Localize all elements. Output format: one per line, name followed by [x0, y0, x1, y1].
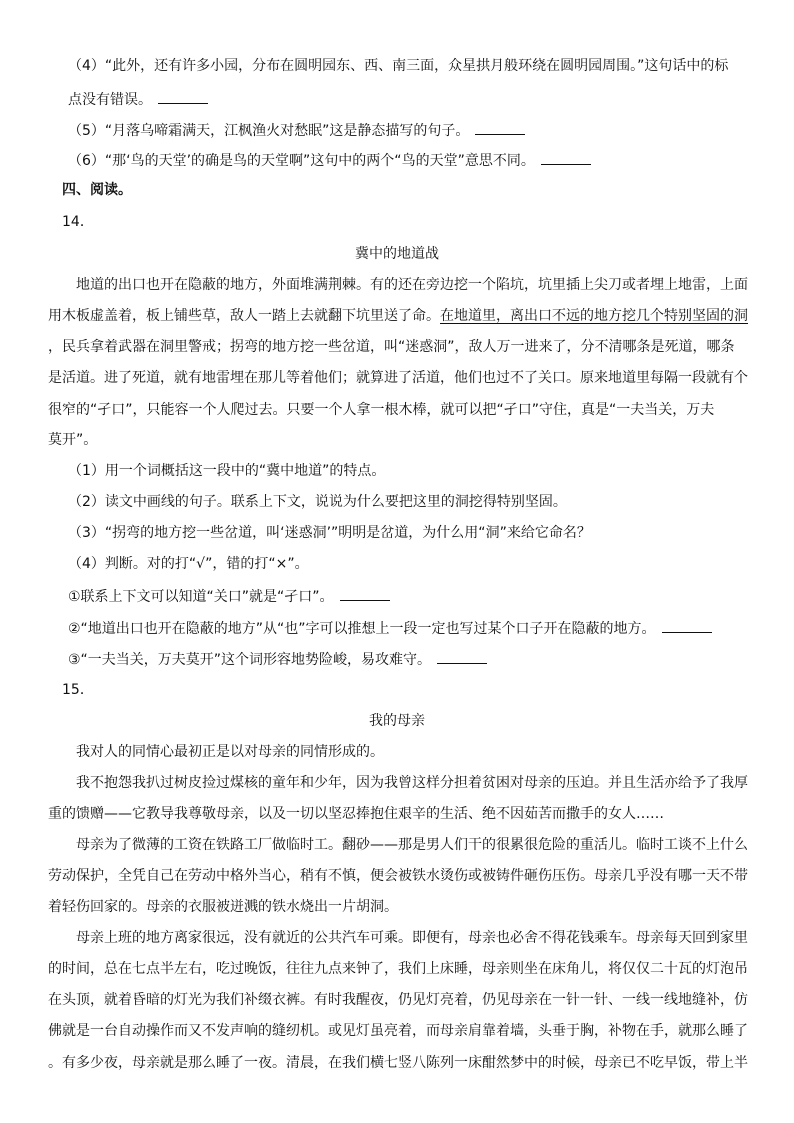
judgement-3-text: ③“一夫当关，万夫莫开”这个词形容地势险峻，易攻难守。	[68, 652, 432, 668]
q14-sub1: （1）用一个词概括这一段中的“冀中地道”的特点。	[68, 463, 386, 479]
question-number-14: 14．	[62, 214, 94, 230]
passage-15-para4-line2: 的时间，总在七点半左右，吃过晚饭，往往九点来钟了，我们上床睡，母亲则坐在床角儿，将仅仅二十瓦的灯泡吊	[48, 961, 748, 977]
q14-sub3: （3）“拐弯的地方挖一些岔道，叫‘迷惑洞’”明明是岔道，为什么用“洞”来给它命名？	[68, 525, 591, 541]
passage-15-para1: 我对人的同情心最初正是以对母亲的同情形成的。	[76, 744, 384, 760]
passage-title-15: 我的母亲	[369, 713, 425, 729]
judgement-2	[68, 618, 712, 638]
judgement-1-text: ①联系上下文可以知道“关口”就是“孑口”。	[68, 589, 334, 605]
passage-14-text: 用木板虚盖着，板上铺些草，敌人一踏上去就翻下坑里送了命。	[48, 308, 440, 324]
judgement-3	[68, 649, 487, 669]
answer-blank[interactable]	[541, 150, 591, 165]
passage-15-para4-line1: 母亲上班的地方离家很远，没有就近的公共汽车可乘。即便有，母亲也必舍不得花钱乘车。母亲每天回到家里	[76, 930, 748, 946]
passage-14-line1: 地道的出口也开在隐蔽的地方，外面堆满荆棘。有的还在旁边挖一个陷坑，坑里插上尖刀或者埋上地雷，上面	[76, 277, 748, 293]
passage-15-para2-line1: 我不抱怨我扒过树皮捡过煤核的童年和少年，因为我曾这样分担着贫困对母亲的压迫。并且生活亦给予了我厚	[76, 775, 748, 791]
q5-statement-text: （5）“月落乌啼霜满天，江枫渔火对愁眠”这是静态描写的句子。	[68, 123, 470, 139]
passage-title-14: 冀中的地道战	[355, 246, 439, 262]
passage-15-para4-line3: 在头顶，就着昏暗的灯光为我们补缀衣裤。有时我醒夜，仍见灯亮着，仍见母亲在一针一针、一线一线地缝补，仿	[48, 992, 748, 1008]
passage-15-para4-line4: 佛就是一台自动操作而又不发声响的缝纫机。或见灯虽亮着，而母亲肩靠着墙，头垂于胸，补物在手，就那么睡了	[48, 1023, 748, 1039]
passage-15-para4-line5: 。有多少夜，母亲就是那么睡了一夜。清晨，在我们横七竖八陈列一床酣然梦中的时候，母亲已不吃早饭，带上半	[48, 1055, 748, 1071]
answer-blank[interactable]	[437, 649, 487, 664]
passage-14-line4: 是活道。进了死道，就有地雷埋在那儿等着他们；就算进了活道，他们也过不了关口。原来地道里每隔一段就有个	[48, 370, 748, 386]
passage-15-para2-line2: 重的馈赠——它教导我尊敬母亲，以及一切以坚忍捧抱住艰辛的生活、绝不因茹苦而撒手的女人……	[48, 806, 664, 822]
question-number-15: 15．	[62, 682, 94, 698]
passage-14-line2	[48, 307, 748, 325]
passage-14-line3: ，民兵拿着武器在洞里警戒；拐弯的地方挖一些岔道，叫“迷惑洞”，敌人万一进来了，分不清哪条是死道，哪条	[48, 339, 735, 355]
section-heading: 四、阅读。	[62, 182, 132, 198]
passage-15-para3-line1: 母亲为了微薄的工资在铁路工厂做临时工。翻砂——那是男人们干的很累很危险的重活儿。临时工谈不上什么	[76, 837, 748, 853]
passage-15-para3-line3: 着轻伤回家的。母亲的衣服被迸溅的铁水烧出一片胡洞。	[48, 899, 398, 915]
q5-statement	[68, 120, 525, 140]
passage-14-line6: 莫开”。	[48, 432, 98, 448]
answer-blank[interactable]	[158, 89, 208, 104]
answer-blank[interactable]	[662, 618, 712, 633]
q4-statement-line2	[68, 89, 208, 109]
q6-statement	[68, 150, 591, 170]
q14-sub2: （2）读文中画线的句子。联系上下文，说说为什么要把这里的洞挖得特别坚固。	[68, 494, 567, 510]
q14-sub4: （4）判断。对的打“√”，错的打“×”。	[68, 556, 309, 572]
judgement-1	[68, 586, 390, 606]
answer-blank[interactable]	[340, 586, 390, 601]
answer-blank[interactable]	[475, 120, 525, 135]
passage-15-para3-line2: 劳动保护，全凭自己在劳动中格外当心，稍有不慎，便会被铁水烫伤或被铸件砸伤压伤。母亲几乎没有哪一天不带	[48, 868, 748, 884]
q6-statement-text: （6）“那‘鸟的天堂’的确是鸟的天堂啊”这句中的两个“鸟的天堂”意思不同。	[68, 153, 535, 169]
q4-statement-line1: （4）“此外，还有许多小园，分布在圆明园东、西、南三面，众星拱月般环绕在圆明园周围。”这句话中的标	[68, 58, 729, 74]
q4-statement-text: 点没有错误。	[68, 92, 152, 108]
underlined-sentence: 在地道里，离出口不远的地方挖几个特别坚固的洞	[440, 308, 748, 324]
judgement-2-text: ②“地道出口也开在隐蔽的地方”从“也”字可以推想上一段一定也写过某个口子开在隐蔽的地方。	[68, 621, 656, 637]
passage-14-line5: 很窄的“孑口”，只能容一个人爬过去。只要一个人拿一根木棒，就可以把“孑口”守住，真是“一夫当关，万夫	[48, 402, 715, 418]
